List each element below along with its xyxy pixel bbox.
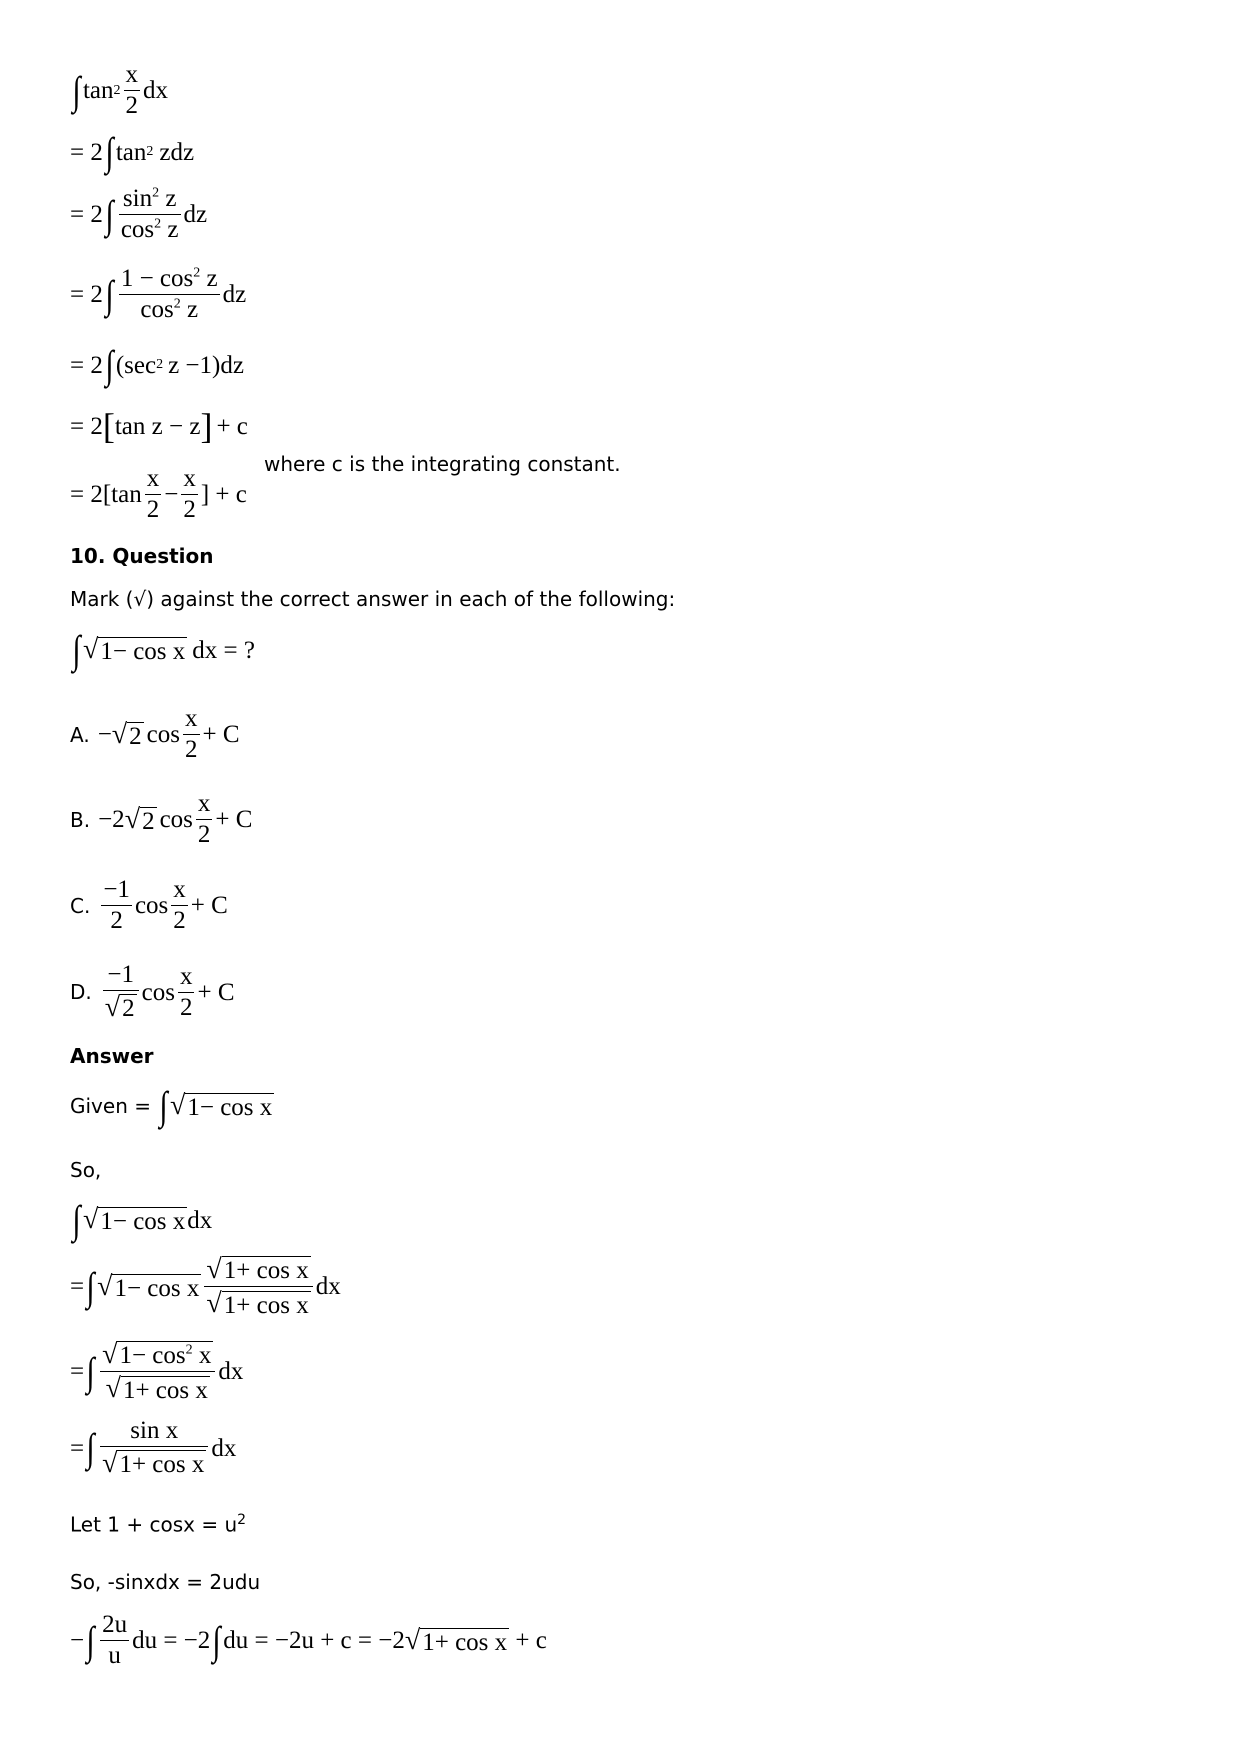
fraction-bar bbox=[119, 214, 181, 215]
denominator bbox=[104, 1374, 212, 1403]
denominator: 2 bbox=[173, 907, 186, 935]
numerator: x bbox=[197, 790, 211, 817]
substitution-sup: 2 bbox=[237, 1512, 247, 1528]
math-sup: 2 bbox=[185, 1342, 193, 1358]
math-text: − bbox=[164, 481, 179, 509]
math-text: = bbox=[70, 1273, 85, 1301]
numerator: 2u bbox=[102, 1611, 128, 1638]
integral-symbol: ∫ bbox=[105, 271, 114, 317]
radicand: 1+ cos x bbox=[223, 1257, 309, 1285]
math-text: tan bbox=[82, 77, 114, 105]
answer-line-3 bbox=[70, 1340, 243, 1404]
fraction-bar bbox=[178, 992, 195, 993]
option-b[interactable] bbox=[70, 791, 252, 849]
denominator bbox=[100, 1449, 208, 1478]
math-text: cos bbox=[146, 721, 180, 749]
answer-heading: Answer bbox=[70, 1044, 154, 1068]
math-line-5 bbox=[70, 342, 244, 387]
math-text: cos bbox=[134, 892, 169, 920]
denominator: 2 bbox=[197, 821, 211, 849]
integral-symbol: ∫ bbox=[86, 1348, 95, 1394]
final-line bbox=[70, 1612, 547, 1670]
fraction bbox=[145, 466, 162, 524]
radicand bbox=[117, 1341, 213, 1369]
math-text: x bbox=[198, 1342, 212, 1370]
math-sup: 2 bbox=[154, 216, 162, 232]
fraction-bar bbox=[204, 1286, 312, 1287]
fraction bbox=[196, 791, 213, 849]
radicand: 1+ cos x bbox=[422, 1628, 508, 1656]
math-sup: 2 bbox=[173, 296, 181, 312]
math-text: ] + c bbox=[200, 481, 247, 509]
math-text: = 2 bbox=[70, 412, 103, 440]
radicand: 2 bbox=[122, 995, 135, 1023]
constant-note: where c is the integrating constant. bbox=[264, 452, 621, 476]
math-text: dx = ? bbox=[192, 636, 255, 664]
math-text: = 2[tan bbox=[70, 481, 142, 509]
math-text: dz bbox=[183, 201, 208, 229]
radical-sign: √ bbox=[102, 1448, 118, 1480]
math-text: = bbox=[70, 1358, 85, 1386]
radicand: 1+ cos x bbox=[223, 1291, 309, 1319]
square-root bbox=[206, 1255, 310, 1284]
math-text: = 2 bbox=[70, 281, 103, 309]
square-root bbox=[105, 993, 137, 1022]
math-text: 1− cos bbox=[119, 1342, 186, 1370]
option-a[interactable] bbox=[70, 706, 240, 764]
fraction-bar bbox=[100, 1446, 208, 1447]
square-root bbox=[83, 1206, 187, 1234]
radical-sign: √ bbox=[206, 1254, 222, 1285]
math-text: − bbox=[70, 1627, 85, 1655]
fraction bbox=[119, 186, 181, 244]
radical-sign: √ bbox=[82, 1204, 99, 1235]
given-line bbox=[70, 1083, 274, 1128]
math-text: zdz bbox=[159, 138, 195, 166]
square-root bbox=[97, 1270, 201, 1302]
substitution-text: Let 1 + cosx = u bbox=[70, 1512, 238, 1537]
math-text: dx bbox=[187, 1206, 213, 1234]
fraction bbox=[204, 1255, 312, 1319]
square-root bbox=[83, 636, 187, 664]
integral-symbol: ∫ bbox=[72, 627, 81, 672]
integral-symbol: ∫ bbox=[212, 1617, 221, 1663]
substitution-line bbox=[70, 1512, 246, 1537]
square-root bbox=[170, 1092, 274, 1120]
math-line-2 bbox=[70, 129, 195, 174]
radical-sign: √ bbox=[124, 803, 141, 835]
fraction-bar bbox=[101, 905, 132, 906]
numerator: x bbox=[183, 465, 196, 492]
option-label: B. bbox=[70, 807, 91, 832]
so-text: So, bbox=[70, 1158, 102, 1182]
answer-line-2 bbox=[70, 1255, 341, 1319]
math-text: z bbox=[206, 265, 218, 292]
numerator: x bbox=[173, 876, 186, 903]
math-text: z bbox=[186, 296, 199, 324]
denominator: 2 bbox=[110, 907, 123, 935]
fraction-bar bbox=[183, 734, 200, 735]
integral-symbol: ∫ bbox=[86, 1617, 95, 1663]
radical-sign: √ bbox=[102, 1339, 118, 1370]
fraction-bar bbox=[103, 990, 139, 991]
integral-symbol: ∫ bbox=[72, 1197, 81, 1242]
given-label: Given = bbox=[70, 1094, 151, 1118]
numerator: −1 bbox=[103, 876, 130, 903]
numerator: sin x bbox=[130, 1417, 179, 1444]
fraction bbox=[103, 962, 139, 1023]
math-text: z bbox=[165, 185, 177, 212]
math-sup: 2 bbox=[156, 357, 164, 372]
fraction bbox=[181, 466, 198, 524]
integral-symbol: ∫ bbox=[86, 1425, 95, 1471]
math-text: = 2 bbox=[70, 201, 103, 229]
integral-symbol: ∫ bbox=[105, 342, 114, 387]
denominator bbox=[138, 297, 200, 323]
option-label: A. bbox=[70, 722, 90, 747]
radical-sign: √ bbox=[105, 1373, 121, 1405]
fraction bbox=[171, 877, 188, 935]
square-root bbox=[404, 1624, 509, 1656]
denominator: 2 bbox=[185, 736, 198, 764]
square-root bbox=[102, 1449, 206, 1478]
option-d[interactable] bbox=[70, 962, 235, 1023]
math-text: + C bbox=[197, 978, 235, 1006]
radicand: 1− cos x bbox=[100, 1208, 186, 1235]
denominator: 2 bbox=[146, 496, 160, 524]
math-text: cos bbox=[140, 296, 174, 324]
radicand: 2 bbox=[129, 722, 142, 750]
math-text: dx bbox=[218, 1358, 244, 1386]
radicand: 1− cos x bbox=[187, 1094, 273, 1121]
fraction-bar bbox=[100, 1640, 129, 1641]
fraction bbox=[100, 1612, 129, 1670]
math-line-3 bbox=[70, 186, 207, 244]
fraction bbox=[124, 62, 141, 120]
math-line-7 bbox=[70, 466, 247, 524]
fraction bbox=[119, 266, 220, 324]
denominator: u bbox=[108, 1642, 121, 1670]
numerator bbox=[204, 1255, 312, 1284]
math-text: − bbox=[97, 721, 112, 749]
numerator bbox=[121, 186, 179, 212]
math-text: −2 bbox=[98, 806, 125, 834]
math-text: + c bbox=[216, 412, 248, 440]
fraction bbox=[178, 964, 195, 1022]
question-expression bbox=[70, 627, 255, 672]
math-sup: 2 bbox=[146, 144, 154, 159]
fraction-bar bbox=[171, 905, 188, 906]
bracket-open: [ bbox=[102, 406, 115, 446]
math-text: z −1)dz bbox=[168, 351, 244, 379]
square-root bbox=[206, 1289, 310, 1318]
square-root bbox=[111, 718, 144, 750]
radical-sign: √ bbox=[104, 992, 121, 1024]
answer-line-4 bbox=[70, 1418, 236, 1479]
denominator bbox=[103, 993, 139, 1022]
math-text: dz bbox=[222, 281, 247, 309]
math-text: + C bbox=[202, 721, 240, 749]
math-text: = 2 bbox=[70, 138, 103, 166]
fraction-bar bbox=[181, 494, 198, 495]
integral-symbol: ∫ bbox=[105, 129, 114, 174]
math-text: dx bbox=[211, 1434, 237, 1462]
fraction-bar bbox=[145, 494, 162, 495]
radicand: 2 bbox=[142, 807, 155, 835]
fraction-bar bbox=[119, 294, 220, 295]
integral-symbol: ∫ bbox=[159, 1083, 168, 1128]
math-line-1 bbox=[70, 62, 168, 120]
math-line-4 bbox=[70, 266, 246, 324]
radical-sign: √ bbox=[169, 1090, 186, 1121]
numerator bbox=[100, 1340, 215, 1369]
option-label: D. bbox=[70, 980, 92, 1005]
numerator bbox=[119, 266, 220, 292]
numerator: x bbox=[125, 61, 139, 88]
bracket-close: ] bbox=[200, 406, 213, 446]
numerator: −1 bbox=[107, 961, 134, 988]
denominator: 2 bbox=[179, 993, 193, 1021]
differential-line: So, -sinxdx = 2udu bbox=[70, 1570, 261, 1594]
numerator: x bbox=[146, 465, 160, 492]
math-text: 1 − cos bbox=[120, 265, 194, 292]
math-sup: 2 bbox=[193, 265, 201, 281]
question-heading: 10. Question bbox=[70, 544, 214, 568]
denominator bbox=[204, 1289, 312, 1318]
math-sup: 2 bbox=[152, 185, 160, 201]
math-text: = 2 bbox=[70, 351, 103, 379]
numerator: x bbox=[179, 962, 193, 990]
radical-sign: √ bbox=[97, 1270, 113, 1302]
math-text: cos bbox=[159, 806, 193, 834]
radicand: 1+ cos x bbox=[119, 1451, 205, 1479]
math-text: du = −2u + c = −2 bbox=[223, 1627, 405, 1655]
question-instruction: Mark (√) against the correct answer in each of the following: bbox=[70, 587, 676, 611]
radical-sign: √ bbox=[404, 1624, 421, 1656]
math-text: tan bbox=[115, 138, 147, 166]
radical-sign: √ bbox=[82, 634, 99, 665]
fraction bbox=[183, 706, 200, 764]
fraction bbox=[100, 1418, 208, 1479]
numerator: x bbox=[185, 705, 198, 732]
integral-symbol: ∫ bbox=[72, 67, 81, 113]
fraction-bar bbox=[196, 819, 213, 820]
math-line-6 bbox=[70, 408, 248, 444]
integral-symbol: ∫ bbox=[86, 1263, 95, 1309]
integral-symbol: ∫ bbox=[105, 191, 114, 237]
math-sup: 2 bbox=[113, 82, 121, 98]
math-text: + C bbox=[190, 892, 228, 920]
radicand: 1− cos x bbox=[100, 638, 186, 665]
radical-sign: √ bbox=[206, 1288, 222, 1320]
fraction-bar bbox=[100, 1371, 215, 1372]
denominator: 2 bbox=[125, 92, 139, 120]
radicand: 1− cos x bbox=[114, 1274, 200, 1302]
math-text: dx bbox=[315, 1273, 341, 1301]
fraction bbox=[100, 1340, 215, 1404]
option-label: C. bbox=[70, 893, 91, 918]
math-text: dx bbox=[143, 77, 169, 105]
math-text: z bbox=[167, 216, 179, 244]
square-root bbox=[102, 1340, 213, 1369]
math-text: + c bbox=[509, 1627, 547, 1655]
math-text: cos bbox=[141, 978, 175, 1006]
math-text: = bbox=[70, 1434, 85, 1462]
option-c[interactable] bbox=[70, 877, 228, 935]
math-text: tan z − z bbox=[114, 412, 201, 440]
math-text: du = −2 bbox=[132, 1627, 211, 1655]
denominator bbox=[119, 217, 181, 243]
fraction-bar bbox=[124, 90, 141, 91]
math-text: (sec bbox=[115, 351, 157, 379]
radicand: 1+ cos x bbox=[122, 1376, 208, 1404]
math-text: + C bbox=[215, 806, 253, 834]
radical-sign: √ bbox=[111, 718, 128, 750]
answer-line-1 bbox=[70, 1197, 213, 1242]
fraction bbox=[101, 877, 132, 935]
square-root bbox=[106, 1374, 210, 1403]
math-text: sin bbox=[122, 185, 153, 212]
square-root bbox=[124, 803, 157, 835]
denominator: 2 bbox=[183, 496, 196, 524]
math-text: cos bbox=[120, 216, 155, 244]
